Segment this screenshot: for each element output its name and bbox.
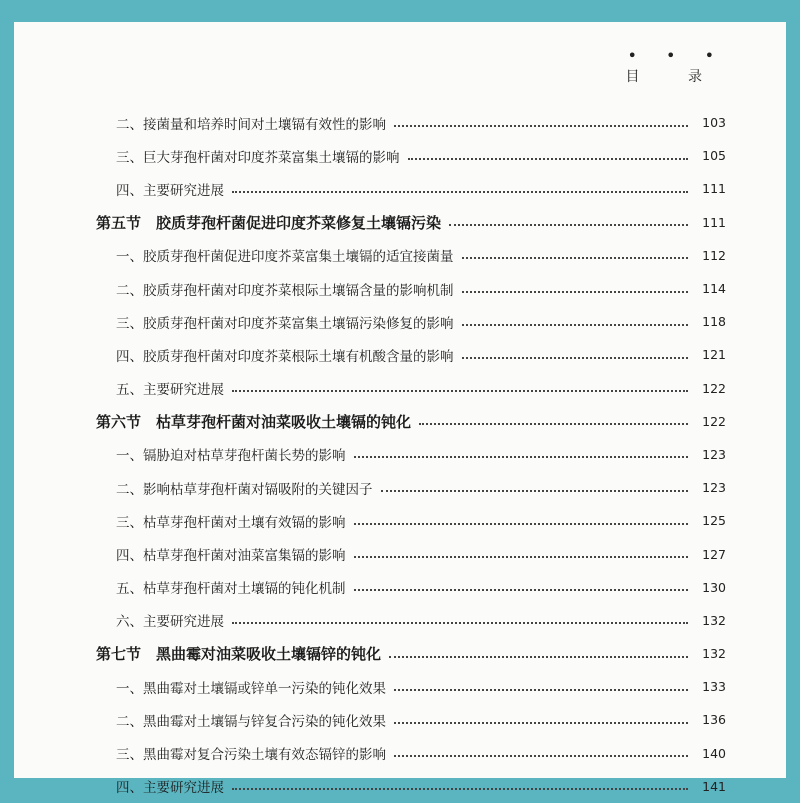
dot-leader [354, 556, 689, 558]
toc-page-number: 121 [702, 347, 726, 363]
toc-section-row [96, 405, 726, 438]
toc-page-number: 111 [702, 214, 726, 230]
dot-leader [232, 390, 688, 392]
toc-entry-row [96, 139, 726, 172]
dot-leader [394, 689, 688, 691]
toc-page-number: 122 [702, 380, 726, 396]
toc-entry-title: 一、镉胁迫对枯草芽孢杆菌长势的影响 [116, 448, 346, 465]
toc-entry-title: 二、接菌量和培养时间对土壤镉有效性的影响 [116, 116, 386, 133]
toc-section-title: 第七节 黑曲霉对油菜吸收土壤镉锌的钝化 [96, 645, 382, 664]
toc-page-number: 132 [702, 646, 726, 662]
toc-entry-title: 一、黑曲霉对土壤镉或锌单一污染的钝化效果 [116, 680, 386, 697]
toc-entry-row [96, 604, 726, 637]
toc-entry-title: 二、黑曲霉对土壤镉与锌复合污染的钝化效果 [116, 713, 386, 730]
dot-leader [462, 324, 689, 326]
table-of-contents [96, 106, 726, 803]
toc-entry-row [96, 338, 726, 371]
toc-entry-row [96, 372, 726, 405]
toc-section-row [96, 206, 726, 239]
toc-page-number: 112 [702, 247, 726, 263]
toc-section-row [96, 637, 726, 670]
toc-entry-title: 四、胶质芽孢杆菌对印度芥菜根际土壤有机酸含量的影响 [116, 348, 454, 365]
dot-leader [232, 788, 688, 790]
page-header-title: 目 录 [625, 69, 724, 85]
toc-entry-row [96, 504, 726, 537]
toc-entry-row [96, 172, 726, 205]
toc-page-number: 103 [702, 115, 726, 131]
toc-entry-title: 二、影响枯草芽孢杆菌对镉吸附的关键因子 [116, 481, 373, 498]
toc-page-number: 127 [702, 546, 726, 562]
toc-entry-title: 一、胶质芽孢杆菌促进印度芥菜富集土壤镉的适宜接菌量 [116, 249, 454, 266]
toc-page-number: 133 [702, 679, 726, 695]
dot-leader [419, 423, 688, 425]
toc-entry-row [96, 305, 726, 338]
toc-entry-title: 三、巨大芽孢杆菌对印度芥菜富集土壤镉的影响 [116, 149, 400, 166]
dot-leader [394, 755, 688, 757]
toc-entry-row [96, 670, 726, 703]
toc-entry-title: 二、胶质芽孢杆菌对印度芥菜根际土壤镉含量的影响机制 [116, 282, 454, 299]
toc-entry-row [96, 703, 726, 736]
toc-entry-row [96, 272, 726, 305]
header-dots: • • • [627, 46, 726, 65]
toc-page-number: 111 [702, 181, 726, 197]
toc-entry-title: 六、主要研究进展 [116, 614, 224, 631]
dot-leader [462, 257, 689, 259]
toc-entry-title: 四、枯草芽孢杆菌对油菜富集镉的影响 [116, 548, 346, 565]
toc-entry-title: 三、枯草芽孢杆菌对土壤有效镉的影响 [116, 514, 346, 531]
toc-page-number: 118 [702, 314, 726, 330]
dot-leader [354, 523, 689, 525]
dot-leader [389, 656, 688, 658]
dot-leader [232, 622, 688, 624]
toc-entry-title: 五、主要研究进展 [116, 382, 224, 399]
toc-page-number: 123 [702, 480, 726, 496]
dot-leader [408, 158, 689, 160]
toc-entry-row [96, 737, 726, 770]
toc-page-number: 130 [702, 579, 726, 595]
toc-entry-row [96, 438, 726, 471]
toc-page-number: 125 [702, 513, 726, 529]
toc-page-number: 114 [702, 281, 726, 297]
dot-leader [394, 125, 688, 127]
dot-leader [462, 357, 689, 359]
toc-entry-title: 五、枯草芽孢杆菌对土壤镉的钝化机制 [116, 581, 346, 598]
book-page [14, 22, 786, 797]
toc-entry-title: 四、主要研究进展 [116, 780, 224, 797]
toc-page-number: 123 [702, 446, 726, 462]
toc-entry-row [96, 106, 726, 139]
toc-page-number: 122 [702, 413, 726, 429]
toc-page-number: 140 [702, 745, 726, 761]
toc-entry-title: 三、黑曲霉对复合污染土壤有效态镉锌的影响 [116, 747, 386, 764]
dot-leader [354, 589, 689, 591]
dot-leader [232, 191, 688, 193]
toc-section-title: 第六节 枯草芽孢杆菌对油菜吸收土壤镉的钝化 [96, 412, 412, 431]
dot-leader [394, 722, 688, 724]
toc-page-number: 141 [702, 778, 726, 794]
dot-leader [381, 490, 689, 492]
toc-page-number: 132 [702, 612, 726, 628]
dot-leader [354, 456, 689, 458]
toc-section-title: 第五节 胶质芽孢杆菌促进印度芥菜修复土壤镉污染 [96, 213, 442, 232]
toc-entry-title: 三、胶质芽孢杆菌对印度芥菜富集土壤镉污染修复的影响 [116, 315, 454, 332]
toc-page-number: 136 [702, 712, 726, 728]
toc-entry-row [96, 239, 726, 272]
dot-leader [462, 291, 689, 293]
toc-entry-row [96, 571, 726, 604]
toc-entry-row [96, 770, 726, 803]
dot-leader [449, 224, 688, 226]
toc-entry-title: 四、主要研究进展 [116, 182, 224, 199]
toc-entry-row [96, 471, 726, 504]
toc-entry-row [96, 537, 726, 570]
toc-page-number: 105 [702, 148, 726, 164]
